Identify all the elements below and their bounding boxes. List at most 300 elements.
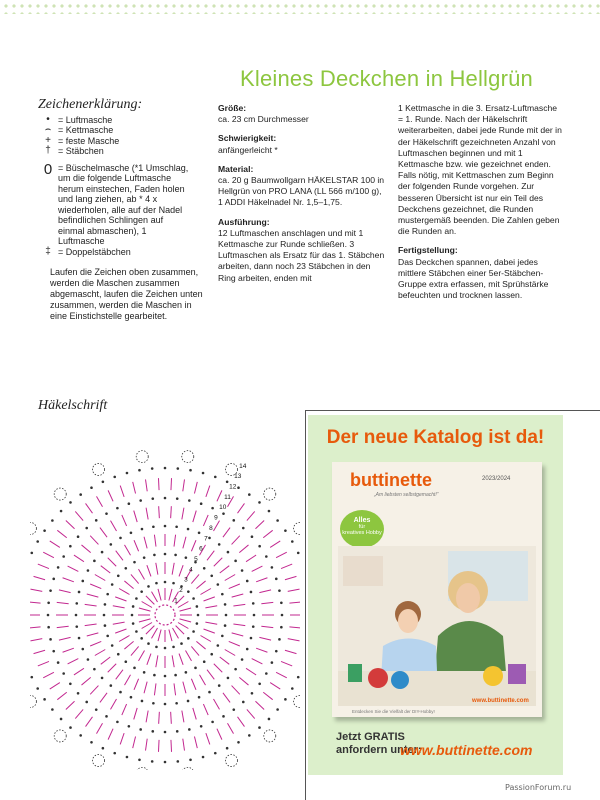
stitch-mark — [146, 508, 148, 520]
catalog-year: 2023/2024 — [482, 476, 511, 482]
stitch-mark — [154, 683, 156, 695]
chain-dot — [126, 756, 129, 759]
stitch-mark — [158, 629, 161, 641]
picot-loop — [54, 488, 66, 500]
stitch-mark — [194, 736, 197, 748]
chain-dot — [291, 687, 294, 690]
stitch-mark — [85, 604, 97, 606]
chain-dot — [175, 702, 178, 705]
chain-dot — [258, 501, 261, 504]
chain-dot — [131, 614, 134, 617]
chain-dot — [47, 601, 50, 604]
legend-item — [38, 247, 203, 258]
chain-dot — [237, 741, 240, 744]
stitch-mark — [289, 602, 300, 603]
stitch-mark — [90, 641, 101, 646]
stitch-mark — [100, 693, 107, 703]
double-crochet-symbol: † — [45, 145, 51, 156]
chain-dot — [51, 708, 54, 711]
stitch-mark — [95, 575, 105, 581]
stitch-mark — [220, 566, 230, 573]
chain-dot — [93, 560, 96, 563]
chain-dot — [248, 734, 251, 737]
stitch-mark — [90, 584, 101, 589]
chain-dot — [280, 601, 283, 604]
legend-label: = Stäbchen — [58, 146, 104, 156]
difficulty-heading: Schwierigkeit: — [218, 133, 277, 144]
round-number-label: 14 — [239, 462, 247, 470]
stitch-mark — [217, 490, 222, 501]
stitch-mark — [63, 578, 74, 582]
catalog-footer: Entdecken Sie die Vielfalt der DIY-Hobby! — [352, 709, 435, 714]
stitch-mark — [191, 646, 199, 655]
chain-dot — [194, 667, 197, 670]
stitch-mark — [232, 686, 240, 695]
chain-dot — [117, 653, 120, 656]
stitch-mark — [232, 536, 240, 545]
stitch-mark — [146, 711, 148, 723]
chain-dot — [143, 556, 146, 559]
stitch-mark — [82, 545, 91, 553]
ad-url-link[interactable]: www.buttinette.com — [400, 742, 533, 758]
chain-dot — [128, 502, 131, 505]
chain-dot — [36, 540, 39, 543]
stitch-mark — [182, 508, 184, 520]
chain-dot — [196, 605, 199, 608]
stitch-mark — [146, 596, 154, 604]
chain-dot — [192, 630, 195, 633]
dotted-top-border — [0, 0, 600, 14]
chain-dot — [252, 625, 255, 628]
chain-dot — [227, 551, 230, 554]
size-heading: Größe: — [218, 103, 247, 113]
chain-dot — [103, 614, 106, 617]
stitch-mark — [63, 648, 74, 652]
stitch-mark — [159, 506, 160, 518]
chain-dot — [232, 708, 235, 711]
round-number-label: 5 — [194, 555, 198, 563]
picot-loop — [294, 696, 300, 708]
chain-dot — [60, 718, 63, 721]
chain-dot — [174, 674, 177, 677]
stitch-mark — [214, 521, 220, 531]
chain-dot — [200, 725, 203, 728]
chain-dot — [30, 552, 33, 555]
picot-loop — [30, 522, 36, 534]
chain-dot — [246, 580, 249, 583]
chain-dot — [124, 567, 127, 570]
stitch-mark — [178, 623, 188, 629]
stitch-mark — [100, 528, 107, 538]
stitch-mark — [111, 521, 117, 531]
chain-dot — [200, 502, 203, 505]
stitch-mark — [86, 717, 93, 727]
stitch-mark — [59, 637, 71, 640]
chain-dot — [297, 552, 300, 555]
stitch-mark — [119, 636, 129, 642]
chain-dot — [210, 574, 213, 577]
stitch-mark — [75, 511, 83, 520]
stitch-mark — [255, 520, 264, 528]
stitch-mark — [144, 682, 147, 694]
round-number-label: 7 — [204, 535, 208, 543]
chain-dot — [78, 591, 81, 594]
picot-loop — [264, 730, 276, 742]
chain-dot — [175, 525, 178, 528]
chain-dot — [280, 626, 283, 629]
stitch-mark — [43, 672, 54, 677]
picot-loop — [182, 767, 194, 770]
chain-dot — [138, 469, 141, 472]
chain-dot — [119, 691, 122, 694]
chain-dot — [130, 696, 133, 699]
stitch-mark — [38, 564, 49, 568]
stitch-mark — [172, 655, 174, 667]
chain-dot — [180, 642, 183, 645]
chain-dot — [211, 721, 214, 724]
chain-dot — [250, 591, 253, 594]
chain-dot — [232, 519, 235, 522]
round-number-label: 13 — [234, 473, 242, 481]
stitch-mark — [261, 626, 273, 627]
stitch-mark — [120, 486, 124, 497]
chain-dot — [101, 677, 104, 680]
chain-dot — [276, 708, 279, 711]
stitch-mark — [220, 657, 230, 664]
chain-dot — [60, 510, 63, 513]
stitch-mark — [111, 699, 117, 709]
chain-dot — [251, 535, 254, 538]
stitch-mark — [191, 540, 196, 551]
chain-dot — [151, 730, 154, 733]
chain-dot — [208, 691, 211, 694]
stitch-mark — [285, 576, 297, 579]
chain-dot — [258, 682, 261, 685]
stitch-mark — [289, 627, 300, 628]
chain-dot — [152, 702, 155, 705]
chain-dot — [172, 582, 175, 585]
chain-dot — [284, 698, 287, 701]
stitch-mark — [30, 589, 42, 591]
legend-item — [38, 160, 203, 247]
stitch-mark — [179, 565, 183, 576]
cta-line-2: anfordern unter: — [336, 744, 422, 756]
chain-dot — [132, 622, 135, 625]
stitch-mark — [59, 590, 71, 593]
stitch-mark — [116, 670, 123, 680]
chain-dot — [81, 580, 84, 583]
chain-dot — [246, 648, 249, 651]
stitch-mark — [179, 654, 183, 665]
chain-dot — [217, 644, 220, 647]
chain-dot — [281, 614, 284, 617]
chart-center-ring — [155, 605, 175, 625]
stitch-mark — [119, 589, 129, 595]
chain-dot — [248, 493, 251, 496]
chain-dot — [104, 624, 107, 627]
stitch-mark — [203, 515, 208, 526]
stitch-mark — [87, 594, 99, 597]
chain-dot — [164, 703, 167, 706]
stitch-mark — [134, 511, 137, 522]
stitch-mark — [270, 541, 280, 547]
chain-dot — [211, 507, 214, 510]
stitch-mark — [259, 590, 271, 593]
execution-continued: 1 Kettmasche in die 3. Ersatz-Luftmasche = 1. Runde. Nach der Häkelschrift weiterarbeiten, dabei jede Runde mit der in der Häkelschrift gezeichneten Anzahl von Luftmaschen beginnen und mit 1 Kettmasche bzw. wie gezeichnet enden. Falls nötig, mit Kettmaschen zum Beginn der folgenden Runde vorgehen. Zur besseren Übersicht ist nur ein Teil des Deckchens gezeichnet, die Runden mustergemäß beenden. Die Zahlen geben die Runden an. — [398, 103, 562, 237]
stitch-mark — [124, 641, 133, 649]
chain-dot — [79, 734, 82, 737]
chain-dot — [278, 638, 281, 641]
chain-dot — [52, 650, 55, 653]
stitch-mark — [146, 479, 148, 491]
cta-line-1: Jetzt GRATIS — [336, 731, 405, 743]
stitch-mark — [43, 552, 54, 557]
chain-dot — [176, 730, 179, 733]
stitch-mark — [246, 555, 256, 562]
chain-dot — [153, 674, 156, 677]
stitch-mark — [68, 566, 79, 571]
stitch-mark — [223, 528, 230, 538]
stitch-mark — [193, 708, 196, 719]
stitch-mark — [256, 648, 267, 652]
chain-dot — [69, 545, 72, 548]
stitch-mark — [108, 664, 116, 672]
chain-dot — [218, 543, 221, 546]
round-number-label: 9 — [214, 514, 218, 522]
stitch-mark — [133, 482, 136, 494]
stitch-mark — [115, 597, 126, 601]
legend-label: = Kettmasche — [58, 125, 114, 135]
chain-dot — [210, 653, 213, 656]
stitch-mark — [139, 619, 151, 622]
chain-dot — [222, 715, 225, 718]
chain-dot — [187, 528, 190, 531]
chain-dot — [43, 529, 46, 532]
chain-dot — [241, 658, 244, 661]
chain-dot — [117, 574, 120, 577]
stitch-mark — [276, 552, 287, 557]
round-number-label: 8 — [209, 524, 213, 532]
chain-dot — [185, 671, 188, 674]
stitch-mark — [34, 576, 46, 579]
chain-dot — [164, 581, 167, 584]
stitch-mark — [281, 564, 292, 568]
stitch-mark — [214, 558, 222, 566]
stitch-mark — [214, 699, 220, 709]
chain-dot — [30, 676, 33, 679]
stitch-mark — [113, 606, 125, 608]
chain-dot — [196, 622, 199, 625]
chain-dot — [253, 614, 256, 617]
catalog-advertisement[interactable] — [308, 415, 563, 775]
chain-dot — [164, 497, 167, 500]
stitch-mark — [176, 626, 184, 634]
treble-crochet-symbol: ‡ — [45, 245, 51, 257]
chain-dot — [62, 672, 65, 675]
chain-dot — [124, 660, 127, 663]
legend-label: = Doppelstäbchen — [58, 246, 131, 257]
stitch-mark — [108, 490, 113, 501]
chain-dot — [113, 476, 116, 479]
chain-dot — [47, 614, 50, 617]
instructions-column — [398, 103, 563, 309]
stitch-mark — [66, 520, 75, 528]
stitch-mark — [233, 604, 245, 606]
stitch-mark — [223, 693, 230, 703]
chain-dot — [164, 675, 167, 678]
stitch-mark — [252, 566, 263, 571]
stitch-mark — [206, 486, 210, 497]
chain-dot — [155, 646, 158, 649]
stitch-mark — [259, 637, 271, 640]
stitch-mark — [225, 575, 235, 581]
stitch-mark — [75, 709, 83, 718]
stitch-mark — [207, 551, 214, 561]
chain-dot — [77, 535, 80, 538]
chain-dot — [164, 761, 167, 764]
stitch-mark — [225, 650, 235, 656]
picot-loop — [264, 488, 276, 500]
stitch-mark — [50, 683, 60, 689]
chain-dot — [90, 741, 93, 744]
stitch-mark — [68, 659, 79, 664]
badge-bottom: kreatives Hobby — [342, 530, 382, 536]
badge-top: Alles — [353, 517, 371, 524]
catalog-tagline: „Am liebsten selbstgemacht!“ — [374, 492, 439, 498]
stitch-mark — [247, 511, 255, 520]
stitch-mark — [125, 675, 131, 685]
chain-dot — [275, 650, 278, 653]
stitch-mark — [171, 712, 172, 724]
stitch-mark — [154, 535, 156, 547]
chain-dot — [75, 602, 78, 605]
stitch-mark — [158, 589, 161, 601]
chain-dot — [176, 497, 179, 500]
stitch-mark — [252, 659, 263, 664]
chain-dot — [133, 561, 136, 564]
stitch-mark — [50, 541, 60, 547]
stitch-mark — [90, 686, 98, 695]
stitch-mark — [57, 530, 66, 537]
chain-dot — [275, 578, 278, 581]
chain-dot — [105, 715, 108, 718]
stitch-mark — [232, 594, 244, 597]
round-number-label: 1 — [174, 597, 178, 605]
chain-dot — [102, 480, 105, 483]
stitch-mark — [238, 717, 245, 727]
stitch-mark — [174, 683, 176, 695]
chain-dot — [221, 593, 224, 596]
stitch-mark — [85, 624, 97, 626]
stitch-mark — [30, 627, 41, 628]
stitch-mark — [183, 682, 186, 694]
chain-dot — [75, 625, 78, 628]
chain-dot — [252, 602, 255, 605]
chain-dot — [189, 758, 192, 761]
stitch-mark — [87, 633, 99, 636]
chain-dot — [87, 658, 90, 661]
stitch-mark — [228, 723, 234, 733]
stitch-mark — [247, 709, 255, 718]
chain-dot — [226, 480, 229, 483]
stitch-mark — [207, 670, 214, 680]
chain-dot — [188, 728, 191, 731]
stitch-mark — [57, 602, 69, 603]
stitch-mark — [239, 545, 248, 553]
chain-dot — [57, 661, 60, 664]
chain-dot — [164, 647, 167, 650]
chain-dot — [284, 529, 287, 532]
chain-dot — [297, 676, 300, 679]
stitch-mark — [246, 668, 256, 675]
stitch-mark — [97, 496, 103, 506]
stitch-mark — [142, 602, 152, 608]
stitch-mark — [233, 624, 245, 626]
stitch-mark — [239, 677, 248, 685]
chain-dot — [141, 700, 144, 703]
chain-dot — [139, 499, 142, 502]
page-title: Kleines Deckchen in Hellgrün — [240, 66, 533, 91]
chain-dot — [198, 531, 201, 534]
chain-dot — [187, 700, 190, 703]
crochet-chart — [30, 400, 300, 770]
execution-heading: Ausführung: — [218, 216, 270, 227]
chain-dot — [250, 637, 253, 640]
chain-dot — [101, 551, 104, 554]
picot-loop — [225, 755, 237, 767]
chain-dot — [221, 635, 224, 638]
watermark: PassionForum.ru — [505, 783, 572, 792]
round-number-label: 3 — [184, 576, 188, 584]
chain-dot — [116, 507, 119, 510]
chain-dot — [241, 569, 244, 572]
chain-dot — [147, 642, 150, 645]
stitch-mark — [122, 515, 127, 526]
chain-dot — [49, 589, 52, 592]
picot-loop — [136, 767, 148, 770]
stitch-mark — [152, 628, 158, 638]
execution-text: 12 Luftmaschen anschlagen und mit 1 Kettmasche zur Runde schließen. 3 Luftmaschen als Ersatz für das 1. Stäbchen arbeiten, dann noch 23 Stäbchen in den Ring arbeiten, enden mit — [218, 227, 385, 283]
chain-dot — [95, 708, 98, 711]
stitch-mark — [276, 672, 287, 677]
chain-dot — [106, 593, 109, 596]
chain-dot — [271, 566, 274, 569]
chain-dot — [105, 512, 108, 515]
chain-dot — [85, 527, 88, 530]
chain-dot — [135, 630, 138, 633]
chain-dot — [47, 626, 50, 629]
chain-dot — [222, 512, 225, 515]
chain-dot — [208, 537, 211, 540]
stitch-mark — [38, 661, 49, 665]
stitch-mark — [183, 739, 185, 751]
chain-dot — [143, 671, 146, 674]
chain-dot — [111, 583, 114, 586]
stitch-mark — [178, 602, 188, 608]
material-text: ca. 20 g Baumwollgarn HÄKELSTAR 100 in Hellgrün von PRO LANA (LL 566 m/100 g), 1 ADDI Häkelnadel Nr. 1,5–1,75. — [218, 175, 385, 208]
stitch-mark — [179, 608, 191, 611]
round-number-label: 6 — [199, 545, 203, 553]
chain-dot — [69, 682, 72, 685]
stitch-mark — [217, 729, 222, 740]
chain-dot — [265, 672, 268, 675]
chain-dot — [57, 566, 60, 569]
stitch-mark — [183, 537, 186, 549]
chain-dot — [90, 486, 93, 489]
stitch-mark — [124, 581, 133, 589]
chain-dot — [116, 721, 119, 724]
pattern-details-column — [218, 103, 386, 292]
